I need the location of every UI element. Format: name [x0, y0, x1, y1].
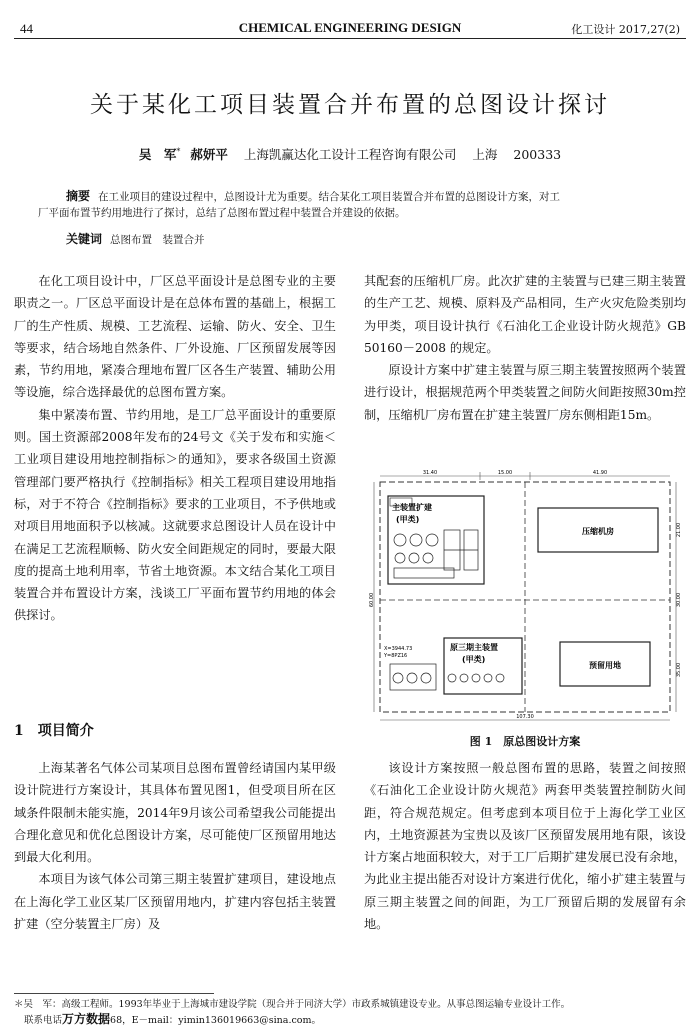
abstract	[38, 188, 668, 221]
figure-graphic	[460, 674, 468, 682]
city: 上海	[472, 147, 498, 162]
paragraph: 上海某著名气体公司某项目总图布置曾经请国内某甲级设计院进行方案设计，其具体布置见图1，但受项目所在区域条件限制未能实施，2014年9月该公司希望我公司能提出合理化意见和优化总图设计方案，尽可能使厂区预留用地达到最大化利用。	[14, 761, 336, 865]
keywords-label: 关键词	[66, 232, 103, 246]
label-compressor: 压缩机房	[582, 527, 614, 536]
keywords	[38, 230, 668, 247]
journal-issue: 化工设计 2017,27(2)	[571, 23, 680, 36]
author-line	[0, 145, 700, 163]
dim-right-1: 21.00	[676, 522, 682, 538]
right-column-bottom	[364, 757, 686, 935]
label-phase3: 原三期主装置	[450, 643, 498, 652]
figure-graphic	[496, 674, 504, 682]
figure-caption: 图 1 原总图设计方案	[469, 735, 581, 748]
figure-graphic	[423, 553, 433, 563]
page-number: 44	[20, 21, 33, 36]
footnote-line-2-rest: 68，E－mail：yimin136019663@sina.com。	[110, 1015, 322, 1026]
site-plan-figure	[370, 470, 682, 726]
site-boundary	[380, 482, 670, 712]
dim-top-3: 41.90	[592, 470, 608, 476]
footnote-line-2	[14, 1012, 694, 1028]
phone-label: 联系电话	[24, 1015, 63, 1026]
label-expand: 主装置扩建	[392, 503, 432, 512]
journal-title-en: CHEMICAL ENGINEERING DESIGN	[238, 20, 462, 35]
paragraph: 该设计方案按照一般总图布置的思路，装置之间按照《石油化工企业设计防火规范》两套甲类装置控制防火间距，符合规范规定。但考虑到本项目位于上海化学工业区内，土地资源甚为宝贵以及该厂区预留发展用地有限，该设计方案占地面积较大，对于工厂后期扩建发展已没有余地，为此业主提出能否对设计方案进行优化，缩小扩建主装置与原三期主装置之间的间距，为工厂预留后期的发展留有余地。	[364, 761, 686, 932]
dim-left: 60.00	[369, 592, 375, 608]
paragraph: 原设计方案中扩建主装置与原三期主装置按照两个装置进行设计，根据规范两个甲类装置之间防火间距按照30m控制，压缩机厂房布置在扩建主装置厂房东侧相距15m。	[364, 363, 686, 422]
label-phase3-cls: (甲类)	[462, 655, 486, 664]
footnote	[14, 998, 694, 1028]
paragraph: 集中紧凑布置、节约用地，是工厂总平面设计的重要原则。国土资源部2008年发布的24号文《关于发布和实施＜工业项目建设用地控制指标＞的通知》，要求各级国土资源管理部门要严格执行《控制指标》相关工程项目建设用地指标，对于不符合《控制指标》要求的工业项目，不予供地或对项目用地面积予以核减。这就要求总图设计人员在设计中在满足工艺流程顺畅、防火安全间距规定的同时，要最大限度的提高土地利用率，节省土地资源。本文结合某化工项目装置合并布置设计方案，浅谈工厂平面布置节约用地的体会供探讨。	[14, 407, 336, 623]
abstract-line-1: 在工业项目的建设过程中，总图设计尤为重要。结合某化工项目装置合并布置的总图设计方案，对工	[98, 191, 561, 203]
watermark: 万方数据	[62, 1012, 111, 1026]
footnote-rule	[14, 993, 214, 994]
figure-graphic	[409, 553, 419, 563]
coord-2: Y=8PZ16	[384, 653, 408, 659]
paragraph: 本项目为该气体公司第三期主装置扩建项目，建设地点在上海化学工业区某厂区预留用地内，扩建内容包括主装置扩建（空分装置主厂房）及	[14, 872, 336, 932]
equipment-cluster-bottom	[390, 664, 504, 690]
affiliation: 上海凯赢达化工设计工程咨询有限公司	[243, 147, 457, 162]
dim-top-1: 31.40	[422, 470, 438, 476]
figure-graphic	[426, 534, 438, 546]
coord-1: X=3944.73	[384, 646, 413, 652]
figure-graphic	[421, 673, 431, 683]
abstract-label: 摘要	[66, 189, 91, 203]
equipment-cluster-top	[394, 530, 478, 578]
keywords-text: 总图布置 装置合并	[110, 234, 205, 246]
figure-graphic	[407, 673, 417, 683]
figure-graphic	[472, 674, 480, 682]
dim-bottom: 107.30	[516, 714, 534, 720]
paragraph: 其配套的压缩机厂房。此次扩建的主装置与已建三期主装置的生产工艺、规模、原料及产品相同，生产火灾危险类别均为甲类，项目设计执行《石油化工企业设计防火规范》GB 50160－2008 的规定。	[364, 274, 686, 355]
dim-top-2: 15.00	[497, 470, 513, 476]
right-column-top	[364, 270, 686, 426]
dim-right-3: 35.00	[676, 662, 682, 678]
label-expand-cls: (甲类)	[396, 515, 420, 524]
figure-graphic	[484, 674, 492, 682]
figure-graphic	[410, 534, 422, 546]
left-column-bottom	[14, 757, 336, 935]
figure-graphic	[395, 553, 405, 563]
abstract-line-2: 厂平面布置节约用地进行了探讨，总结了总图布置过程中装置合并建设的依据。	[38, 207, 406, 219]
section-heading	[14, 720, 94, 740]
section-number: 1	[14, 723, 24, 739]
author-1: 吴 军	[138, 147, 177, 162]
section-title: 项目简介	[37, 723, 94, 739]
left-column-top	[14, 270, 336, 627]
figure-graphic	[394, 568, 454, 578]
footnote-line-1: ＊吴 军：高级工程师。1993年毕业于上海城市建设学院（现合并于同济大学）市政系城镇建设专业。从事总图运输专业设计工作。	[14, 999, 571, 1010]
figure-graphic	[394, 534, 406, 546]
author-1-mark: *	[176, 146, 181, 156]
header-rule	[14, 38, 686, 39]
author-2: 郝妍平	[190, 147, 228, 162]
article-title: 关于某化工项目装置合并布置的总图设计探讨	[90, 92, 610, 118]
label-reserve: 预留用地	[589, 661, 621, 670]
paragraph: 在化工项目设计中，厂区总平面设计是总图专业的主要职责之一。厂区总平面设计是在总体布置的基础上，根据工厂的生产性质、规模、工艺流程、运输、防火、安全、卫生等要求，结合场地自然条件、厂外设施、厂区预留发展等因素，节约用地，紧凑合理地布置厂区各生产装置、辅助公用等设施，综合选择最优的总图布置方案。	[14, 274, 336, 400]
dim-right-2: 30.00	[676, 592, 682, 608]
figure-graphic	[390, 664, 436, 690]
figure-graphic	[393, 673, 403, 683]
postcode: 200333	[513, 147, 562, 162]
figure-graphic	[448, 674, 456, 682]
